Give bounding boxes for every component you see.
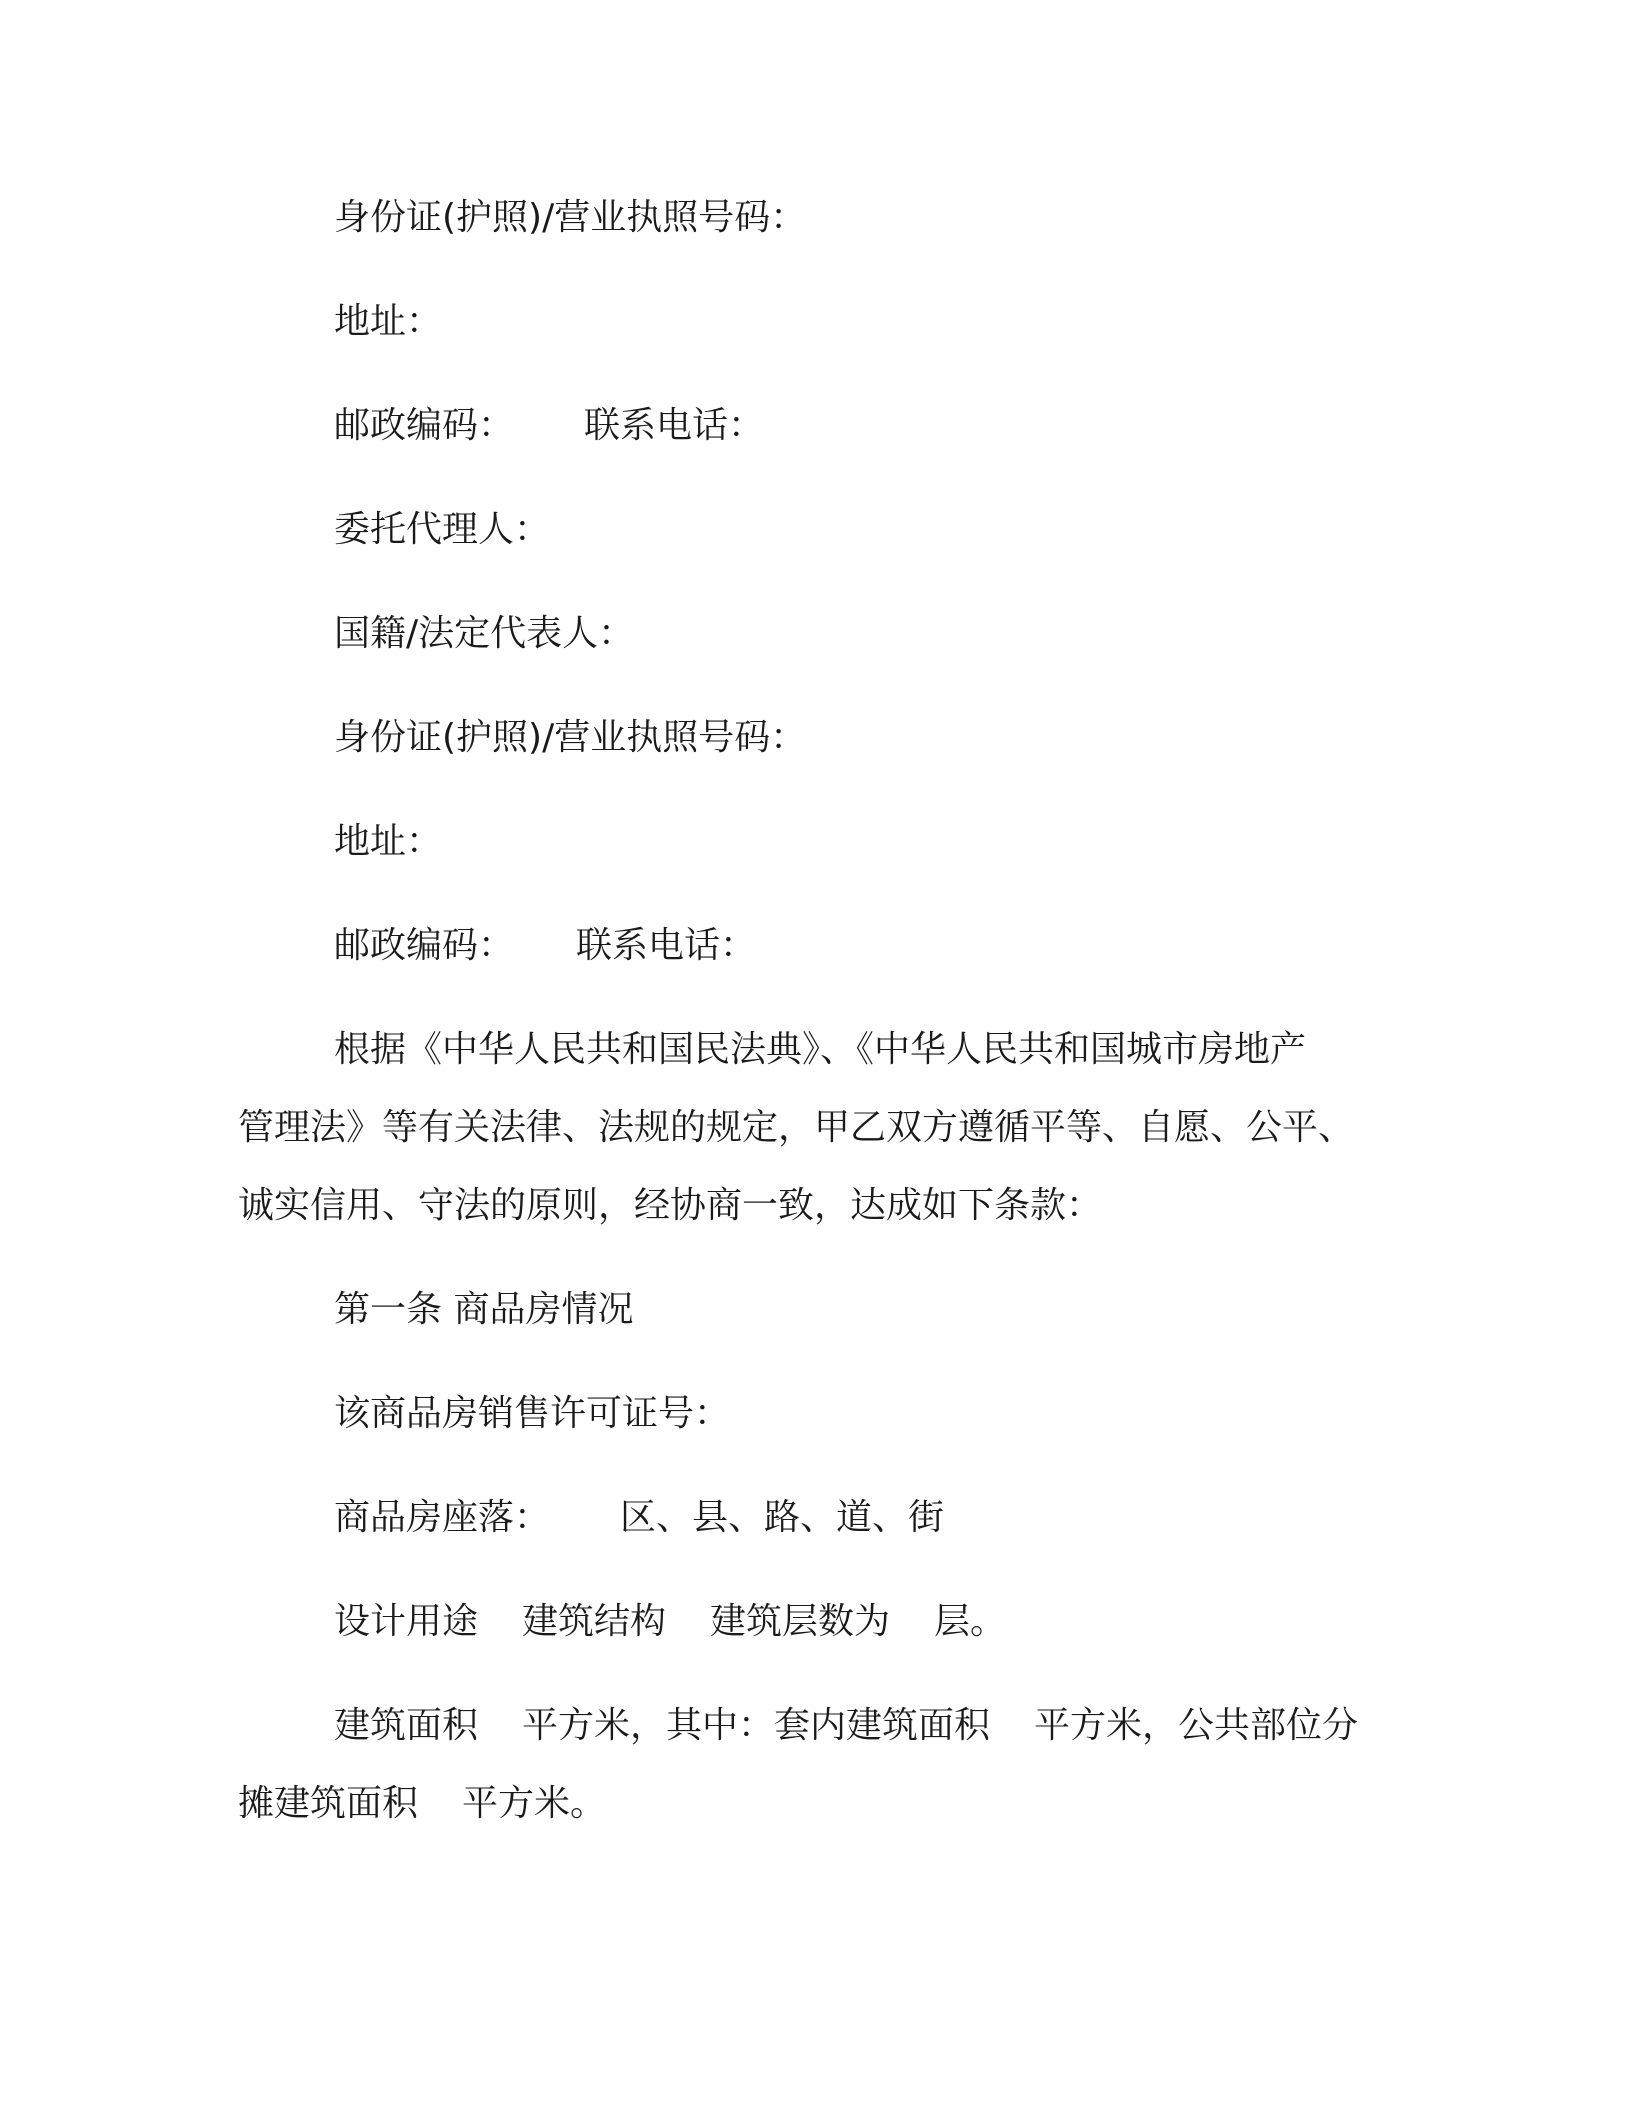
party-b-address-label: 地址： xyxy=(334,301,443,342)
agent-address-label: 地址： xyxy=(334,821,443,862)
party-b-contact-row xyxy=(334,404,764,448)
party-b-postal-label: 邮政编码： xyxy=(334,405,515,446)
location-label: 商品房座落： xyxy=(334,1497,551,1538)
preamble-line-3: 诚实信用、守法的原则，经协商一致，达成如下条款： xyxy=(238,1185,1103,1226)
sales-permit-label: 该商品房销售许可证号： xyxy=(334,1393,731,1434)
floors-unit: 层。 xyxy=(934,1601,1007,1642)
shared-building-area-label: 摊建筑面积 xyxy=(238,1783,419,1824)
party-b-phone-label: 联系电话： xyxy=(584,405,765,446)
agent-contact-row xyxy=(334,924,756,968)
article-1-heading: 第一条 商品房情况 xyxy=(334,1289,634,1330)
inner-area-label: 平方米，其中：套内建筑面积 xyxy=(522,1705,991,1746)
agent-nationality-label: 国籍/法定代表人： xyxy=(334,613,635,654)
area-line-2 xyxy=(238,1782,606,1826)
building-area-label: 建筑面积 xyxy=(334,1705,479,1746)
agent-postal-label: 邮政编码： xyxy=(334,925,515,966)
agent-label: 委托代理人： xyxy=(334,509,551,550)
preamble-line-2: 管理法》等有关法律、法规的规定，甲乙双方遵循平等、自愿、公平、 xyxy=(238,1107,1355,1148)
location-row xyxy=(334,1496,944,1540)
area-line-1 xyxy=(334,1704,1358,1748)
design-row xyxy=(334,1600,1006,1644)
floors-label: 建筑层数为 xyxy=(710,1601,891,1642)
party-b-id-label: 身份证(护照)/营业执照号码： xyxy=(334,197,807,238)
shared-area-unit: 平方米。 xyxy=(462,1783,607,1824)
shared-area-label: 平方米，公共部位分 xyxy=(1034,1705,1359,1746)
preamble-line-1: 根据《中华人民共和国民法典》、《中华人民共和国城市房地产 xyxy=(334,1029,1307,1070)
agent-phone-label: 联系电话： xyxy=(576,925,757,966)
structure-label: 建筑结构 xyxy=(522,1601,667,1642)
location-parts: 区、县、路、道、街 xyxy=(620,1497,945,1538)
agent-id-label: 身份证(护照)/营业执照号码： xyxy=(334,717,807,758)
design-use-label: 设计用途 xyxy=(334,1601,479,1642)
